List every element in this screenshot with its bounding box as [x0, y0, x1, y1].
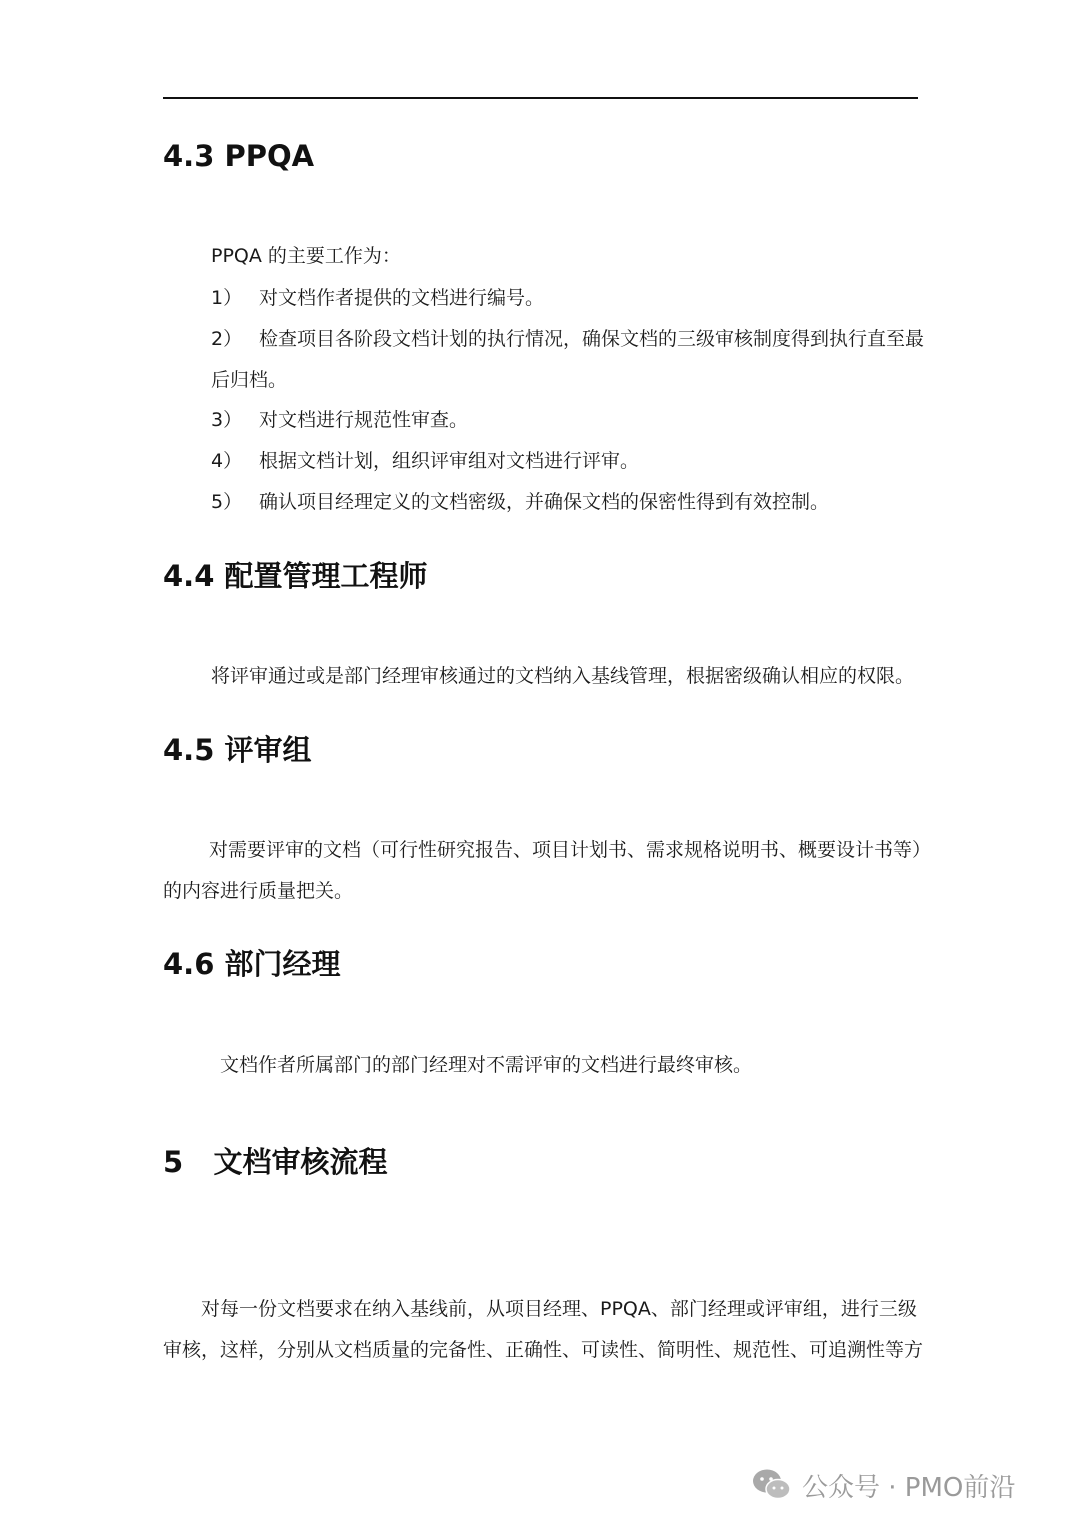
list-item [211, 482, 829, 523]
ppqa-intro: PPQA 的主要工作为： [211, 245, 401, 267]
paragraph-line: 对每一份文档要求在纳入基线前，从项目经理、PPQA、部门经理或评审组，进行三级 [201, 1298, 917, 1320]
paragraph-line: 审核，这样，分别从文档质量的完备性、正确性、可读性、简明性、规范性、可追溯性等方 [163, 1339, 924, 1361]
list-text: 确认项目经理定义的文档密级，并确保文档的保密性得到有效控制。 [259, 491, 830, 513]
list-item [211, 278, 544, 319]
list-item [211, 319, 924, 360]
paragraph-line: 的内容进行质量把关。 [163, 880, 354, 902]
watermark-text: 公众号 · PMO前沿 [802, 1472, 1016, 1503]
list-item [211, 400, 468, 441]
list-number: 3） [211, 409, 243, 431]
section-4-6-body: 文档作者所属部门的部门经理对不需评审的文档进行最终审核。 [220, 1054, 753, 1076]
section-heading-4-3: 4.3 PPQA [163, 139, 315, 173]
list-number: 1） [211, 287, 243, 309]
wechat-icon [752, 1468, 792, 1502]
section-heading-5: 5 文档审核流程 [163, 1145, 388, 1179]
list-number: 4） [211, 450, 243, 472]
section-4-5-body [163, 830, 932, 912]
list-text: 根据文档计划，组织评审组对文档进行评审。 [259, 450, 640, 472]
section-heading-4-4: 4.4 配置管理工程师 [163, 559, 428, 593]
list-item-continuation: 后归档。 [211, 369, 288, 391]
section-heading-4-6: 4.6 部门经理 [163, 947, 341, 981]
section-5-body [163, 1289, 924, 1371]
section-heading-4-5: 4.5 评审组 [163, 733, 312, 767]
list-text: 检查项目各阶段文档计划的执行情况，确保文档的三级审核制度得到执行直至最 [259, 328, 925, 350]
header-rule [163, 97, 918, 99]
list-text: 对文档进行规范性审查。 [259, 409, 469, 431]
list-number: 5） [211, 491, 243, 513]
watermark [752, 1463, 1015, 1507]
section-4-4-body: 将评审通过或是部门经理审核通过的文档纳入基线管理，根据密级确认相应的权限。 [211, 665, 915, 687]
paragraph-line: 对需要评审的文档（可行性研究报告、项目计划书、需求规格说明书、概要设计书等） [209, 839, 932, 861]
list-item [211, 441, 639, 482]
list-number: 2） [211, 328, 243, 350]
list-text: 对文档作者提供的文档进行编号。 [259, 287, 545, 309]
